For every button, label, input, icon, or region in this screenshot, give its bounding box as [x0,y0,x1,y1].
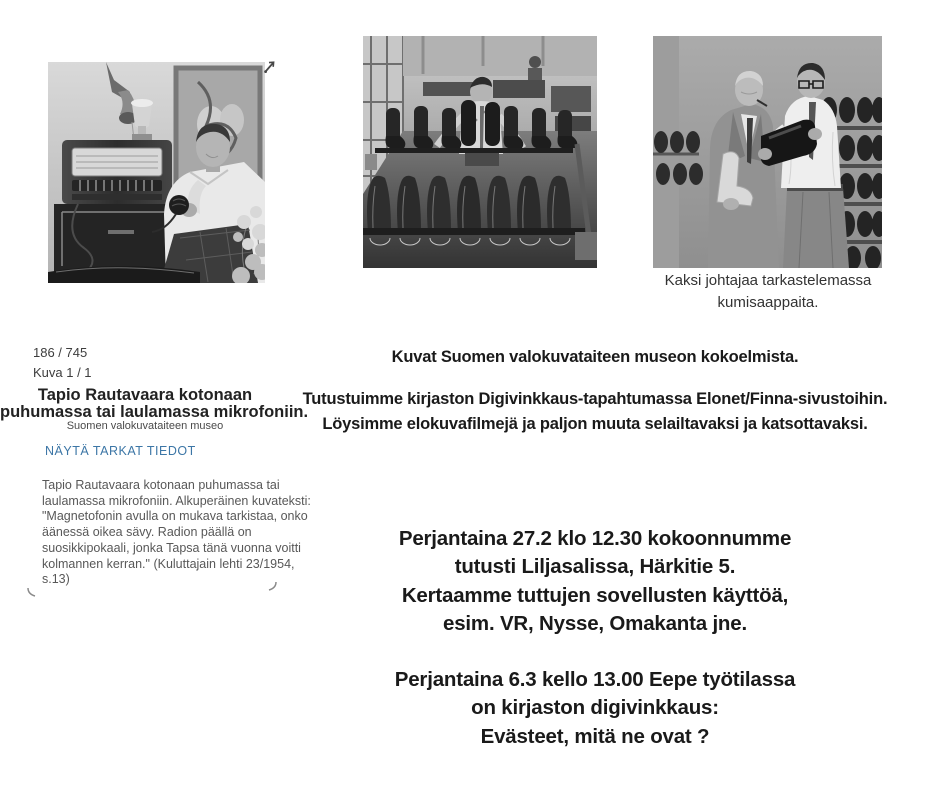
viewer-title-line: puhumassa tai laulamassa mikrofoniin. [0,402,309,421]
event-2-line: on kirjaston digivinkkaus: [471,696,719,720]
carousel-prev-icon[interactable] [24,586,38,598]
viewer-description-line: äänessä oikea sävy. Radion päällä on [42,525,252,540]
viewer-description [42,478,311,588]
photo-man-with-radio [48,62,265,283]
photo3-caption-line: kumisaappaita. [717,294,819,311]
photo-two-directors [653,36,882,268]
intro-text [300,387,890,436]
viewer-description-line: "Magnetofonin avulla on mukava tarkistaa, onko [42,509,308,524]
event-1-line: Kertaamme tuttujen sovellusten käyttöä, [401,583,789,607]
viewer-description-line: laulamassa mikrofoniin. Alkuperäinen kuvateksti: [42,493,311,508]
photo3-caption-line: Kaksi johtajaa tarkastelemassa [664,272,872,289]
viewer-title-line: Tapio Rautavaara kotonaan [37,386,253,404]
event-2-line: Perjantaina 6.3 kello 13.00 Eepe työtilassa [394,668,796,691]
viewer-description-line: s.13) [42,572,70,587]
share-arrow-icon[interactable] [262,58,278,74]
viewer-image-index: Kuva 1 / 1 [33,365,92,380]
event-1-line: esim. VR, Nysse, Omakanta jne. [443,612,747,636]
intro-line: Tutustuimme kirjaston Digivinkkaus-tapahtumassa Elonet/Finna-sivustoihin. [302,390,888,408]
viewer-description-line: suosikkipokaali, jonka Tapsa tänä vuonna voitti [42,540,301,555]
event-2-text [300,666,890,751]
show-details-link[interactable]: NÄYTÄ TARKAT TIEDOT [45,444,196,458]
event-1-line: tutusti Liljasalissa, Härkitie 5. [454,555,736,579]
viewer-counter: 186 / 745 [33,345,88,360]
viewer-description-line: Tapio Rautavaara kotonaan puhumassa tai [42,478,280,492]
intro-line: Löysimme elokuvafilmejä ja paljon muuta selailtavaksi ja katsottavaksi. [322,414,868,433]
event-1-text [300,525,890,639]
event-1-line: Perjantaina 27.2 klo 12.30 kokoonnumme [398,527,792,550]
carousel-next-icon[interactable] [266,580,280,592]
viewer-source: Suomen valokuvataiteen museo [66,420,224,432]
event-2-line: Evästeet, mitä ne ovat ? [480,724,710,748]
viewer-title [0,386,309,421]
photo-credit-text: Kuvat Suomen valokuvataiteen museon kokoelmista. [391,348,799,366]
photo-boot-factory [363,36,597,268]
viewer-description-line: kolmannen kerran." (Kuluttajain lehti 23/1954, [42,556,295,571]
photo3-caption [633,270,903,314]
